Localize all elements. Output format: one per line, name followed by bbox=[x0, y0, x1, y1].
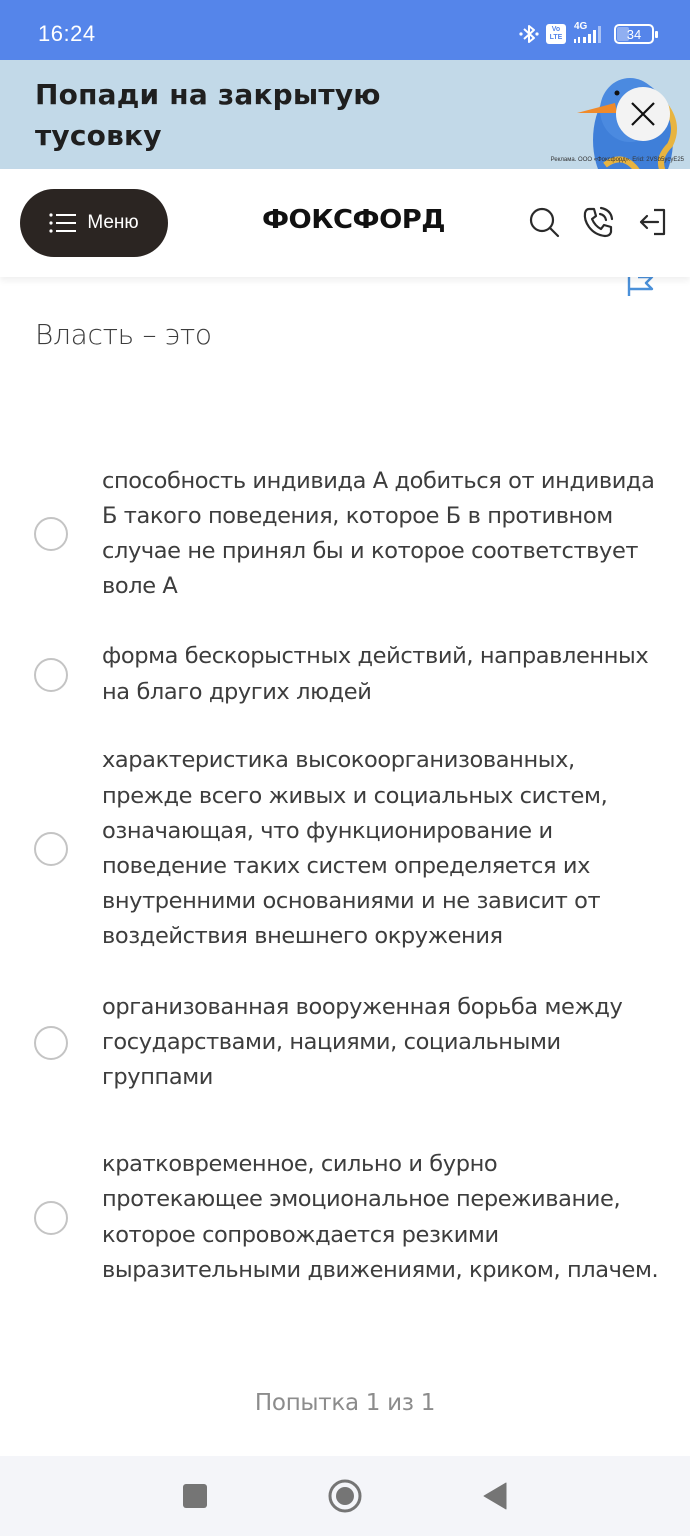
answer-option-text: организованная вооруженная борьба между государствами, нациями, социальными группами bbox=[102, 993, 623, 1091]
status-bar bbox=[0, 0, 690, 60]
answer-option[interactable] bbox=[0, 463, 690, 605]
circle-home-icon bbox=[327, 1478, 363, 1514]
answer-option-text: кратковременное, сильно и бурно протекающее эмоциональное переживание, которое сопровождается резкими выразительными движениями, криком, плачем. bbox=[102, 1151, 659, 1283]
close-icon bbox=[630, 101, 656, 127]
system-nav-bar bbox=[0, 1456, 690, 1536]
radio-button[interactable] bbox=[34, 658, 68, 692]
search-icon[interactable] bbox=[527, 205, 561, 239]
answer-option-text: способность индивида А добиться от индивида Б такого поведения, которое Б в противном случае не принял бы и которое соответствует воле А bbox=[102, 467, 655, 600]
radio-button[interactable] bbox=[34, 1026, 68, 1060]
attempt-counter: Попытка 1 из 1 bbox=[254, 1390, 436, 1416]
status-icons bbox=[518, 22, 654, 46]
home-button[interactable] bbox=[325, 1476, 365, 1516]
list-menu-icon bbox=[49, 212, 77, 234]
flag-icon[interactable] bbox=[626, 277, 656, 297]
answer-option[interactable] bbox=[0, 989, 690, 1096]
answer-option[interactable] bbox=[0, 1129, 690, 1306]
foxford-logo[interactable]: ФОКСФОРД bbox=[262, 205, 446, 235]
square-recents-icon bbox=[183, 1484, 207, 1508]
radio-button[interactable] bbox=[34, 1201, 68, 1235]
answer-option-text: характеристика высокоорганизованных, прежде всего живых и социальных систем, означающая, что функционирование и поведение таких систем определяется их внутренними основаниями и не зависит от воздействия внешнего окружения bbox=[102, 747, 608, 950]
battery-indicator: 34 bbox=[614, 24, 654, 44]
signal-icon: 4G bbox=[572, 23, 608, 45]
recents-button[interactable] bbox=[175, 1476, 215, 1516]
answer-option-text: форма бескорыстных действий, направленных на благо других людей bbox=[102, 643, 649, 705]
radio-button[interactable] bbox=[34, 517, 68, 551]
status-time: 16:24 bbox=[38, 21, 96, 46]
menu-button[interactable] bbox=[20, 189, 168, 257]
promo-banner[interactable] bbox=[0, 60, 690, 169]
promo-title: Попади на закрытую тусовку bbox=[35, 78, 381, 152]
menu-label: Меню bbox=[87, 212, 139, 233]
promo-legal-text: Реклама. ООО «Фоксфорд». Erid: 2VSb5ycyE25 bbox=[550, 157, 684, 163]
answer-option[interactable] bbox=[0, 639, 690, 710]
back-button[interactable] bbox=[475, 1476, 515, 1516]
answer-option[interactable] bbox=[0, 743, 690, 955]
phone-icon[interactable] bbox=[581, 205, 615, 239]
triangle-back-icon bbox=[482, 1482, 508, 1510]
site-header bbox=[0, 169, 690, 277]
promo-close-button[interactable] bbox=[616, 87, 670, 141]
radio-button[interactable] bbox=[34, 832, 68, 866]
volte-icon: Vo LTE bbox=[546, 24, 566, 44]
bluetooth-icon bbox=[518, 22, 540, 46]
login-icon[interactable] bbox=[636, 205, 670, 239]
question-text: Власть – это bbox=[35, 318, 212, 351]
